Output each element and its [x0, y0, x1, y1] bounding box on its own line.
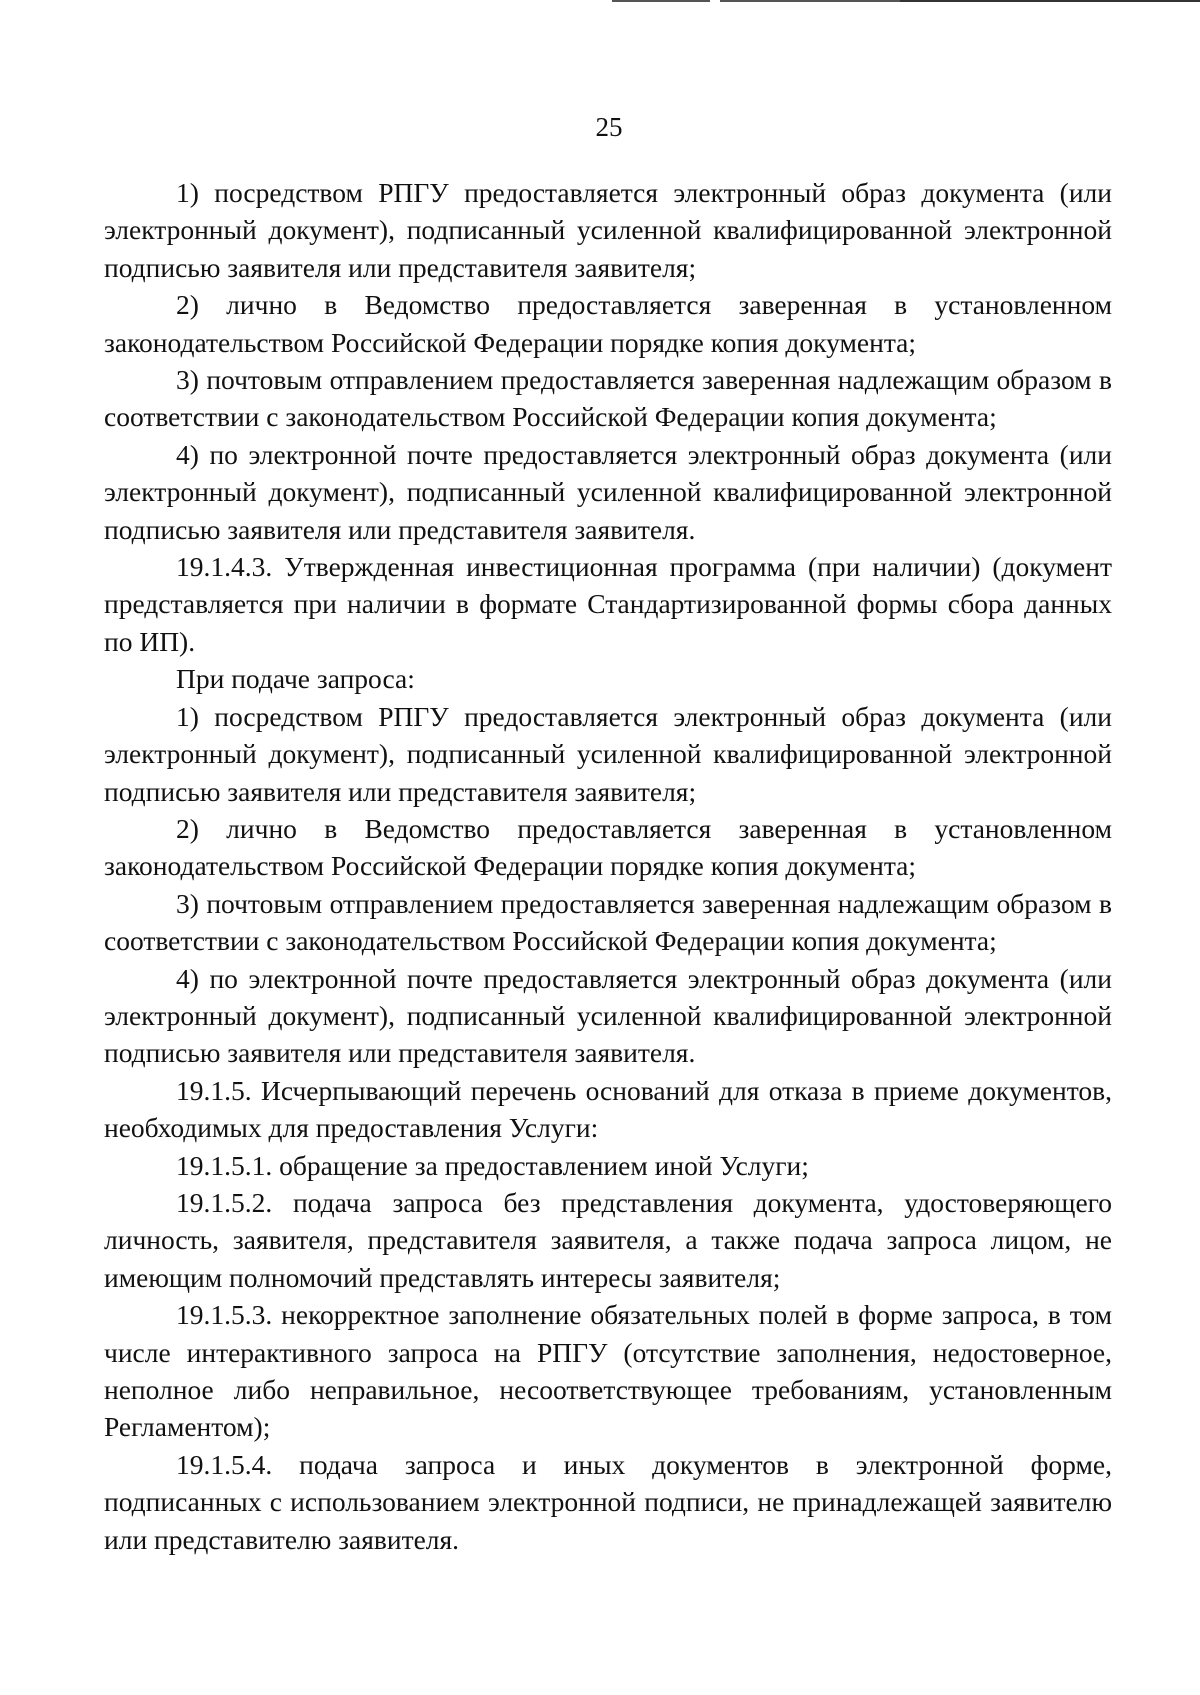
paragraph: 19.1.5.2. подача запроса без представления документа, удостоверяющего личность, заявителя, представителя заявителя, а также подача запроса лицом, не имеющим полномочий представлять интересы заявителя;	[104, 1186, 1112, 1293]
paragraph: 2) лично в Ведомство предоставляется заверенная в установленном законодательством Российской Федерации порядке копия документа;	[104, 812, 1112, 882]
paragraph: 19.1.5.1. обращение за предоставлением иной Услуги;	[176, 1149, 809, 1181]
paragraph: 3) почтовым отправлением предоставляется заверенная надлежащим образом в соответствии с законодательством Российской Федерации копия документа;	[104, 364, 1112, 433]
paragraph: 2) лично в Ведомство предоставляется заверенная в установленном законодательством Российской Федерации порядке копия документа;	[104, 289, 1112, 358]
scan-edge-line	[720, 0, 900, 2]
paragraph: 19.1.5. Исчерпывающий перечень оснований для отказа в приеме документов, необходимых для предоставления Услуги:	[104, 1074, 1112, 1144]
paragraph: 3) почтовым отправлением предоставляется заверенная надлежащим образом в соответствии с законодательством Российской Федерации копия документа;	[104, 887, 1112, 957]
paragraph: При подаче запроса:	[176, 663, 415, 695]
paragraph: 1) посредством РПГУ предоставляется электронный образ документа (или электронный документ), подписанный усиленной квалифицированной электронной подписью заявителя или представителя заявителя;	[104, 700, 1112, 807]
page-number: 25	[595, 112, 623, 142]
scan-edge-line	[612, 0, 710, 2]
paragraph: 19.1.5.4. подача запроса и иных документов в электронной форме, подписанных с использованием электронной подписи, не принадлежащей заявителю или представителю заявителя.	[104, 1448, 1112, 1555]
paragraph: 19.1.5.3. некорректное заполнение обязательных полей в форме запроса, в том числе интерактивного запроса на РПГУ (отсутствие заполнения, недостоверное, неполное либо неправильное, несоответствующее требованиям, установленным Регламентом);	[104, 1299, 1112, 1443]
scan-edge-line	[900, 0, 1200, 2]
paragraph: 4) по электронной почте предоставляется электронный образ документа (или электронный документ), подписанный усиленной квалифицированной электронной подписью заявителя или представителя заявителя.	[104, 438, 1112, 545]
paragraph: 4) по электронной почте предоставляется электронный образ документа (или электронный документ), подписанный усиленной квалифицированной электронной подписью заявителя или представителя заявителя.	[104, 962, 1112, 1069]
paragraph: 19.1.4.3. Утвержденная инвестиционная программа (при наличии) (документ представляется при наличии в формате Стандартизированной формы сбора данных по ИП).	[104, 551, 1112, 657]
document-body	[104, 174, 1112, 1558]
paragraph: 1) посредством РПГУ предоставляется электронный образ документа (или электронный документ), подписанный усиленной квалифицированной электронной подписью заявителя или представителя заявителя;	[104, 177, 1112, 283]
